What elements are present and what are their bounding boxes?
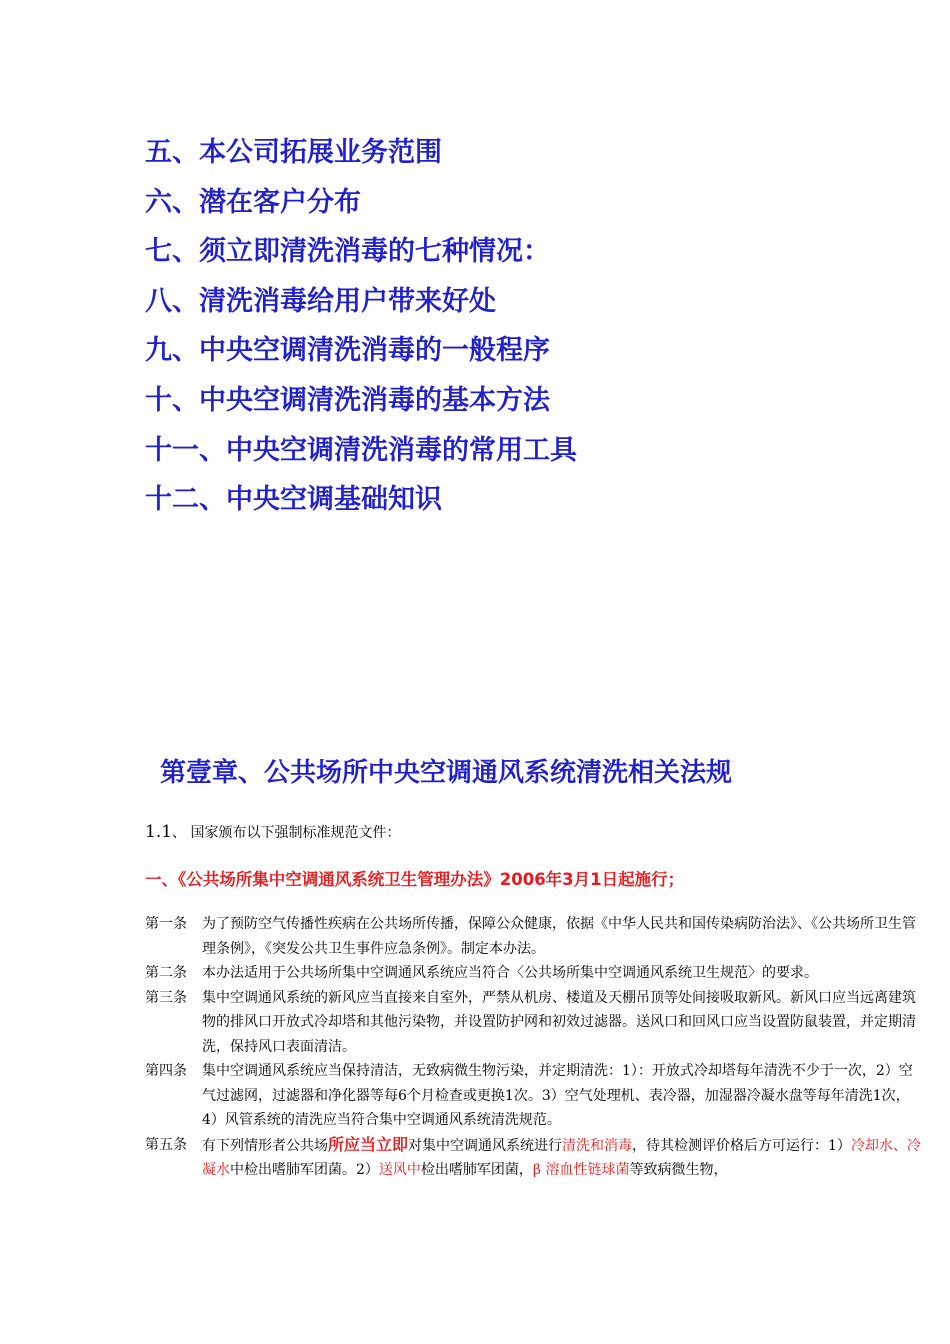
article-label: 第四条 <box>145 1063 187 1079</box>
emphasis-text: 送风中 <box>378 1162 421 1178</box>
toc-item: 十二、中央空调基础知识 <box>145 484 442 516</box>
article-4 <box>145 1059 925 1133</box>
section-text: 、 国家颁布以下强制标准规范文件： <box>172 825 401 841</box>
table-of-contents <box>145 128 577 525</box>
toc-item: 七、须立即清洗消毒的七种情况： <box>145 236 550 268</box>
article-label: 第三条 <box>145 989 187 1006</box>
section-intro <box>145 822 401 842</box>
toc-item: 六、潜在客户分布 <box>145 186 361 218</box>
toc-item: 五、本公司拓展业务范围 <box>145 137 442 168</box>
article-1 <box>145 912 925 961</box>
article-label: 第五条 <box>145 1136 187 1153</box>
toc-item: 九、中央空调清洗消毒的一般程序 <box>145 335 550 367</box>
article-text: 集中空调通风系统应当保持清洁，无致病微生物污染，并定期清洗：1）：开放式冷却塔每年清洗不少于一次，2）空气过滤网，过滤器和净化器等每6个月检查或更换1次。3）空气处理机、表冷器，加湿器冷凝水盘等每年清洗1次，4）风管系统的清洗应当符合集中空调通风系统清洗规范。 <box>202 1063 913 1128</box>
article-5 <box>145 1133 925 1183</box>
article-label: 第二条 <box>145 965 187 981</box>
article-text-segment: 检出嗜肺军团菌， <box>420 1162 533 1178</box>
article-text-segment: ，待其检测评价格后方可运行：1） <box>632 1137 851 1154</box>
article-text-segment: 对集中空调通风系统进行 <box>408 1137 563 1154</box>
articles-list <box>145 912 925 1183</box>
toc-item: 八、清洗消毒给用户带来好处 <box>145 285 496 317</box>
chapter-title: 第壹章、公共场所中央空调通风系统清洗相关法规 <box>160 758 733 788</box>
article-text-segment: 中检出嗜肺军团菌。2） <box>230 1162 379 1178</box>
toc-item: 十一、中央空调清洗消毒的常用工具 <box>145 434 577 466</box>
article-label: 第一条 <box>145 916 187 932</box>
article-3 <box>145 986 925 1060</box>
toc-item: 十、中央空调清洗消毒的基本方法 <box>145 384 550 416</box>
article-text-segment: 有下列情形者公共场 <box>202 1137 328 1154</box>
article-text-segment: 等致病微生物， <box>629 1162 728 1178</box>
emphasis-text: 清洗和消毒 <box>562 1137 633 1154</box>
article-text <box>202 1133 925 1183</box>
article-2 <box>145 961 925 986</box>
article-text: 为了预防空气传播性疾病在公共场所传播，保障公众健康，依据《中华人民共和国传染病防治法》、《公共场所卫生管理条例》，《突发公共卫生事件应急条例》。制定本办法。 <box>202 916 916 957</box>
article-text: 本办法适用于公共场所集中空调通风系统应当符合〈公共场所集中空调通风系统卫生规范〉的要求。 <box>202 965 818 981</box>
emphasis-text: 冷却水、冷凝水 <box>202 1137 921 1178</box>
section-number: 1.1 <box>145 822 173 842</box>
article-text: 集中空调通风系统的新风应当直接来自室外，严禁从机房、楼道及天棚吊顶等处间接吸取新风。新风口应当远离建筑物的排风口开放式冷却塔和其他污染物，并设置防护网和初效过滤器。送风口和回风口应当设置防鼠装置，并定期清洗，保持风口表面清洁。 <box>202 989 916 1055</box>
emphasis-text: 所应当立即 <box>328 1134 409 1154</box>
emphasis-text: β 溶血性链球菌 <box>532 1162 630 1178</box>
regulation-heading: 一、《公共场所集中空调通风系统卫生管理办法》2006年3月1日起施行； <box>145 870 685 889</box>
